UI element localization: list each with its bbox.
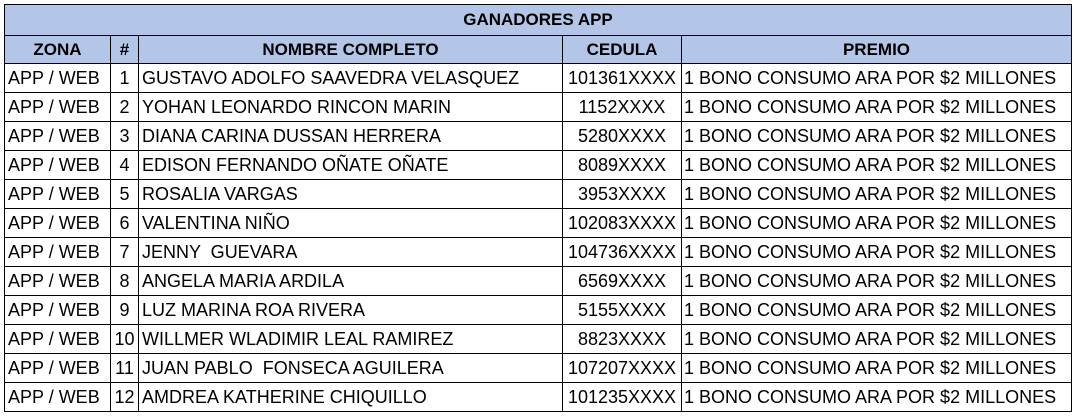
cell-num: 4 [111, 151, 139, 180]
cell-cedula: 5155XXXX [563, 296, 682, 325]
cell-nombre: ANGELA MARIA ARDILA [139, 267, 563, 296]
cell-premio: 1 BONO CONSUMO ARA POR $2 MILLONES [682, 180, 1072, 209]
cell-nombre: GUSTAVO ADOLFO SAAVEDRA VELASQUEZ [139, 64, 563, 93]
cell-zona: APP / WEB [5, 354, 111, 383]
table-row [5, 180, 1072, 209]
cell-premio: 1 BONO CONSUMO ARA POR $2 MILLONES [682, 122, 1072, 151]
cell-premio: 1 BONO CONSUMO ARA POR $2 MILLONES [682, 238, 1072, 267]
table-row [5, 267, 1072, 296]
cell-cedula: 104736XXXX [563, 238, 682, 267]
cell-nombre: ROSALIA VARGAS [139, 180, 563, 209]
cell-premio: 1 BONO CONSUMO ARA POR $2 MILLONES [682, 383, 1072, 412]
cell-num: 7 [111, 238, 139, 267]
header-premio: PREMIO [682, 36, 1072, 64]
cell-premio: 1 BONO CONSUMO ARA POR $2 MILLONES [682, 93, 1072, 122]
cell-cedula: 8089XXXX [563, 151, 682, 180]
cell-num: 2 [111, 93, 139, 122]
table-row [5, 325, 1072, 354]
title-row [5, 5, 1072, 36]
cell-zona: APP / WEB [5, 180, 111, 209]
table-row [5, 209, 1072, 238]
cell-cedula: 101361XXXX [563, 64, 682, 93]
cell-nombre: AMDREA KATHERINE CHIQUILLO [139, 383, 563, 412]
cell-cedula: 1152XXXX [563, 93, 682, 122]
cell-nombre: WILLMER WLADIMIR LEAL RAMIREZ [139, 325, 563, 354]
cell-num: 10 [111, 325, 139, 354]
cell-cedula: 101235XXXX [563, 383, 682, 412]
cell-num: 11 [111, 354, 139, 383]
table-row [5, 122, 1072, 151]
cell-zona: APP / WEB [5, 267, 111, 296]
header-nombre: NOMBRE COMPLETO [139, 36, 563, 64]
cell-premio: 1 BONO CONSUMO ARA POR $2 MILLONES [682, 267, 1072, 296]
cell-zona: APP / WEB [5, 325, 111, 354]
cell-nombre: JENNY GUEVARA [139, 238, 563, 267]
cell-cedula: 8823XXXX [563, 325, 682, 354]
cell-num: 6 [111, 209, 139, 238]
table-title: GANADORES APP [5, 5, 1072, 36]
cell-zona: APP / WEB [5, 238, 111, 267]
cell-cedula: 107207XXXX [563, 354, 682, 383]
cell-nombre: YOHAN LEONARDO RINCON MARIN [139, 93, 563, 122]
cell-premio: 1 BONO CONSUMO ARA POR $2 MILLONES [682, 151, 1072, 180]
cell-premio: 1 BONO CONSUMO ARA POR $2 MILLONES [682, 325, 1072, 354]
cell-cedula: 6569XXXX [563, 267, 682, 296]
cell-nombre: DIANA CARINA DUSSAN HERRERA [139, 122, 563, 151]
cell-zona: APP / WEB [5, 93, 111, 122]
cell-zona: APP / WEB [5, 296, 111, 325]
table-row [5, 64, 1072, 93]
header-num: # [111, 36, 139, 64]
cell-cedula: 5280XXXX [563, 122, 682, 151]
column-header-row [5, 36, 1072, 64]
cell-num: 12 [111, 383, 139, 412]
table-row [5, 151, 1072, 180]
header-cedula: CEDULA [563, 36, 682, 64]
cell-nombre: LUZ MARINA ROA RIVERA [139, 296, 563, 325]
cell-zona: APP / WEB [5, 209, 111, 238]
winners-table [4, 4, 1072, 412]
cell-num: 8 [111, 267, 139, 296]
cell-num: 1 [111, 64, 139, 93]
table-row [5, 383, 1072, 412]
header-zona: ZONA [5, 36, 111, 64]
cell-nombre: EDISON FERNANDO OÑATE OÑATE [139, 151, 563, 180]
cell-zona: APP / WEB [5, 383, 111, 412]
table-row [5, 93, 1072, 122]
cell-num: 3 [111, 122, 139, 151]
table-row [5, 354, 1072, 383]
cell-premio: 1 BONO CONSUMO ARA POR $2 MILLONES [682, 64, 1072, 93]
cell-premio: 1 BONO CONSUMO ARA POR $2 MILLONES [682, 209, 1072, 238]
cell-zona: APP / WEB [5, 64, 111, 93]
cell-num: 9 [111, 296, 139, 325]
cell-premio: 1 BONO CONSUMO ARA POR $2 MILLONES [682, 296, 1072, 325]
cell-num: 5 [111, 180, 139, 209]
cell-cedula: 102083XXXX [563, 209, 682, 238]
cell-premio: 1 BONO CONSUMO ARA POR $2 MILLONES [682, 354, 1072, 383]
table-row [5, 238, 1072, 267]
cell-zona: APP / WEB [5, 122, 111, 151]
table-row [5, 296, 1072, 325]
cell-nombre: JUAN PABLO FONSECA AGUILERA [139, 354, 563, 383]
winners-sheet [4, 4, 1072, 412]
cell-nombre: VALENTINA NIÑO [139, 209, 563, 238]
cell-zona: APP / WEB [5, 151, 111, 180]
cell-cedula: 3953XXXX [563, 180, 682, 209]
